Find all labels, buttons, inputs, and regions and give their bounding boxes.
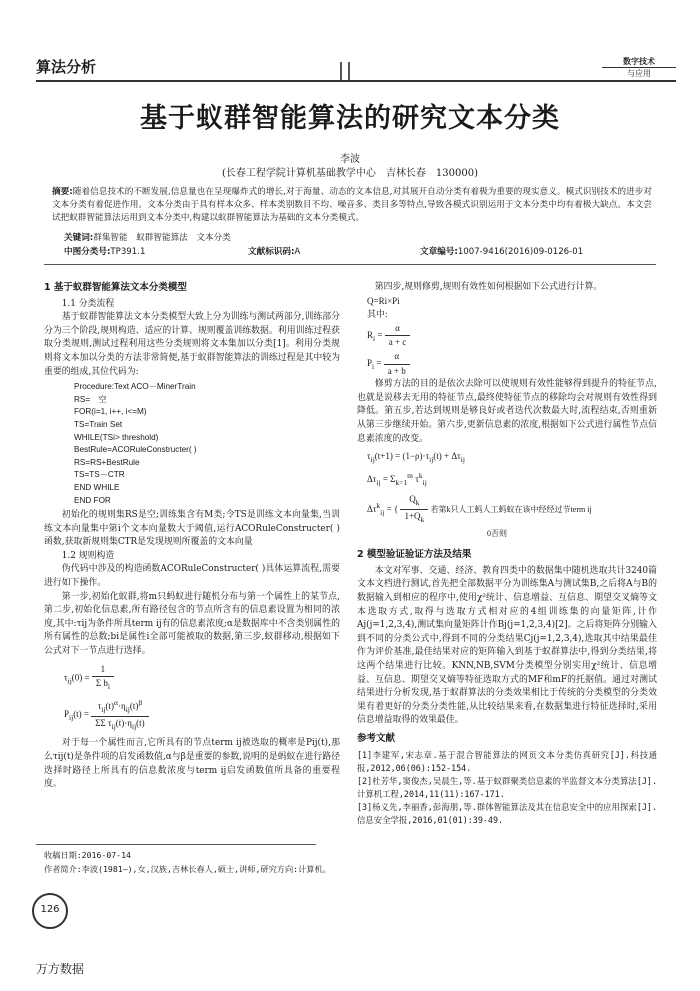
formula-p: $P_i$ = $\frac{\alpha}{a + b}$ <box>367 350 657 378</box>
doc-code: 文献标识码:A <box>248 247 301 257</box>
page-number: 126 <box>32 893 68 929</box>
subsection-1-1-heading: 1.1 分类流程 <box>61 298 115 309</box>
formula-tau: $\tau_{ij}(0)$ = $\frac{1}{\Sigma b_i}$ <box>64 663 340 694</box>
article-number: 文章编号:1007-9416(2016)09-0126-01 <box>420 247 584 257</box>
paragraph: 第四步,规则修剪,规则有效性如何根据如下公式进行计算。 <box>374 282 603 292</box>
subsection-1-2-heading: 1.2 规则构造 <box>61 550 115 561</box>
footnote-rule <box>36 844 316 845</box>
formula-update: $\tau_{ij}(t+1) = (1-\rho)\cdot\tau_{ij}(t) + \Delta\tau_{ij}$ <box>367 451 465 464</box>
section-label: 算法分析 <box>36 58 97 76</box>
code-line: RS= 空 <box>74 394 107 404</box>
code-line: BestRule=ACORuleConstructer( ) <box>74 445 197 455</box>
keywords-label: 关键词: <box>64 233 94 243</box>
separator <box>44 264 656 265</box>
clc-number: 中图分类号:TP391.1 <box>64 247 146 257</box>
section-1-heading: 1 基于蚁群智能算法文本分类模型 <box>44 282 187 293</box>
code-line: FOR(i=1, i++, i<=M) <box>74 407 147 417</box>
paragraph: 基于蚁群智能算法文本分类模型大致上分为训练与测试两部分,训练部分分为三个阶段,规则构造、适应的计算、规则覆盖训练数据。利用训练过程获取分类规则,测试过程利用这些分类规则将文本集加以分类[1]。利用分类规则将文本加以分类的方法非常简便,基于蚁群智能算法的训练过程是其中较为重要的组成,其位代码为: <box>44 312 340 377</box>
pseudocode <box>74 381 340 507</box>
formula-delta-case: $\Delta\tau^k_{ij}$ = { $\frac{Q_k}{1+Q_k}$ 若第k只人工蚂人工蚂蚁在该中经经过节term ij 0否则 <box>367 493 592 538</box>
received-date: 收稿日期:2016-07-14 <box>44 850 131 860</box>
code-line: END WHILE <box>74 482 120 492</box>
code-line: TS=Train Set <box>74 419 123 429</box>
logo-top: 数字技术 <box>602 56 676 68</box>
section-2-heading: 2 模型验证验证方法及结果 <box>357 549 472 561</box>
references-heading: 参考文献 <box>357 733 396 744</box>
left-column <box>44 281 340 792</box>
paragraph: 对于每一个属性而言,它所具有的节点term ij被选取的概率是Pij(t),那么τij(t)是条件项的启发函数值,α与β是重要的参数,说明的是蚂蚁在进行路径选择时路径上所具有的信息数浓度与term ij启发函数值所具备的重要程度。 <box>44 738 340 790</box>
abstract-label: 摘要: <box>52 187 73 197</box>
formula-r: $R_i$ = $\frac{\alpha}{a + c}$ <box>367 322 657 350</box>
paragraph: 本文对军事、交通、经济、教育四类中的数据集中随机选取共计3240篇文本文档进行测试,首先把全部数据平分为训练集A与测试集B,之后将A与B的数据输入到相应的程序中,使用χ²统计、信息增益、互信息、期望交叉熵等文本选取方式,取得与选取方式相对应的4组训练集的向量矩阵,计作Aj(j=1,2,3,4),测试集向量矩阵计作Bj(j=1,2,3,4)[2]。之后将矩阵分别输入到不同的分类公式中,得到不同的分类结果Cj(j=1,2,3,4),选取其中结果最佳作为评价基准,最佳结果对应的矩阵输入到基于蚁群算法中,得到分类结果,将这两个结果进行比较。KNN,NB,SVM分类模型分别实用χ²统计、信息增益、互信息、期望交叉熵等特征选取方式的MF和mF的托据值。通过对测试结果进行分析发现,基于蚁群算法的分类效果相比于传统的分类模型的分类效果有着更好的分类分类性能,从比较结果来看,在数据集进行特征选择时,采用信息增益取得的效果最佳。 <box>357 565 657 726</box>
paper-title: 基于蚁群智能算法的研究文本分类 <box>140 103 560 134</box>
formula-where: 其中: <box>367 309 388 320</box>
right-column <box>357 281 657 827</box>
paragraph: 伪代码中涉及的构造函数ACORuleConstructer( )具体运算流程,需要进行如下操作。 <box>44 564 340 589</box>
code-line: END FOR <box>74 495 111 505</box>
header-decoration <box>340 62 356 80</box>
code-line: WHILE(TSi> threshold) <box>74 432 159 442</box>
formula-probability: $P_{ij}(t)$ = $\frac{\tau_{ij}(t)^\alpha\cdot\eta_{ij}(t)^\beta}{\Sigma\Sigma \tau_{ij}(t)\cdot\eta_{ij}(t)}$ <box>64 696 340 734</box>
abstract <box>52 186 652 225</box>
code-line: Procedure:Text ACO－MinerTrain <box>74 382 196 392</box>
affiliation: (长春工程学院计算机基础教学中心 吉林长春 130000) <box>222 168 478 179</box>
code-line: RS=RS+BestRule <box>74 457 140 467</box>
keywords-text: 群集智能 蚁群智能算法 文本分类 <box>93 233 231 243</box>
author: 李波 <box>340 154 360 165</box>
reference-item: [2]杜芳华,窦俊杰,吴晨生,等.基于蚁群聚类信息素的半监督文本分类算法[J].计算机工程,2014,11(11):167-171. <box>357 775 657 799</box>
journal-logo <box>602 56 676 80</box>
code-line: TS=TS－CTR <box>74 470 125 480</box>
abstract-text: 随着信息技术的不断发展,信息量也在呈现爆炸式的增长,对于海量、动态的文本信息,对其展开自动分类有着极为重要的现实意义。模式识别技术的进步对文本分类有着促进作用。文本分类由于具有样本众多、样本类别数目不均、噪音多、类目多等特点,导致各模式识别运用于文本分类中均有着极大缺点。本文尝试把蚁群智能算法运用到文本分类中,构建以蚁群智能算法为基础的文本分类模式。 <box>52 187 653 223</box>
formula-q: Q=Ri×Pi <box>367 295 400 306</box>
logo-bottom: 与应用 <box>627 69 651 78</box>
author-bio: 作者简介:李波(1981—),女,汉族,吉林长春人,硕士,讲师,研究方向:计算机。 <box>44 864 331 874</box>
watermark: 万方数据 <box>36 962 85 976</box>
header-rule <box>36 80 676 82</box>
paragraph: 修剪方法的目的是依次去除可以使规则有效性能够得到提升的特征节点,也就是说移去无用的特征节点,最终使特征节点的移除均会对规则有效性得到降低。第五步,若达到规则是够良好或者迭代次数最大时,流程结束,否则重新从第三步继续开始。第六步,更新信息素的浓度,根据如下公式进行属性节点信息素浓度的改变。 <box>357 379 657 444</box>
formula-delta-sum: $\Delta\tau_{ij} = \Sigma_{k=1}^m$ $\tau^k_{ij}$ <box>367 470 427 487</box>
paragraph: 初始化的规则集RS是空;训练集含有M类;令TS是训练文本向量集,当训练文本向量集中第i个文本向量数大于阈值,运行ACORuleConstructer( )函数,获取新规则集CTR是发现规则所覆盖的文本向量 <box>44 510 340 548</box>
keywords <box>64 231 231 243</box>
reference-item: [3]杨义先,李丽香,彭海朋,等.群体智能算法及其在信息安全中的应用探索[J].信息安全学报,2016,01(01):39-49. <box>357 801 657 825</box>
paragraph: 第一步,初始化蚁群,将m只蚂蚁进行随机分布与第一个属性上的某节点,第二步,初始化信息素,所有路径包含的节点所含有的信息素设置为相同的浓度,其中:τij为条件所具term ij有的信息素浓度;α是数据库中不含类别属性的所有属性的总数;bi是属性i全部可能被取的数据,第三步,蚁群移动,根据如下公式对下一节点进行选择。 <box>44 591 340 657</box>
reference-item: [1]李建军,宋志章.基于混合智能算法的网页文本分类仿真研究[J].科技通报,2012,06(06):152-154. <box>357 749 657 773</box>
